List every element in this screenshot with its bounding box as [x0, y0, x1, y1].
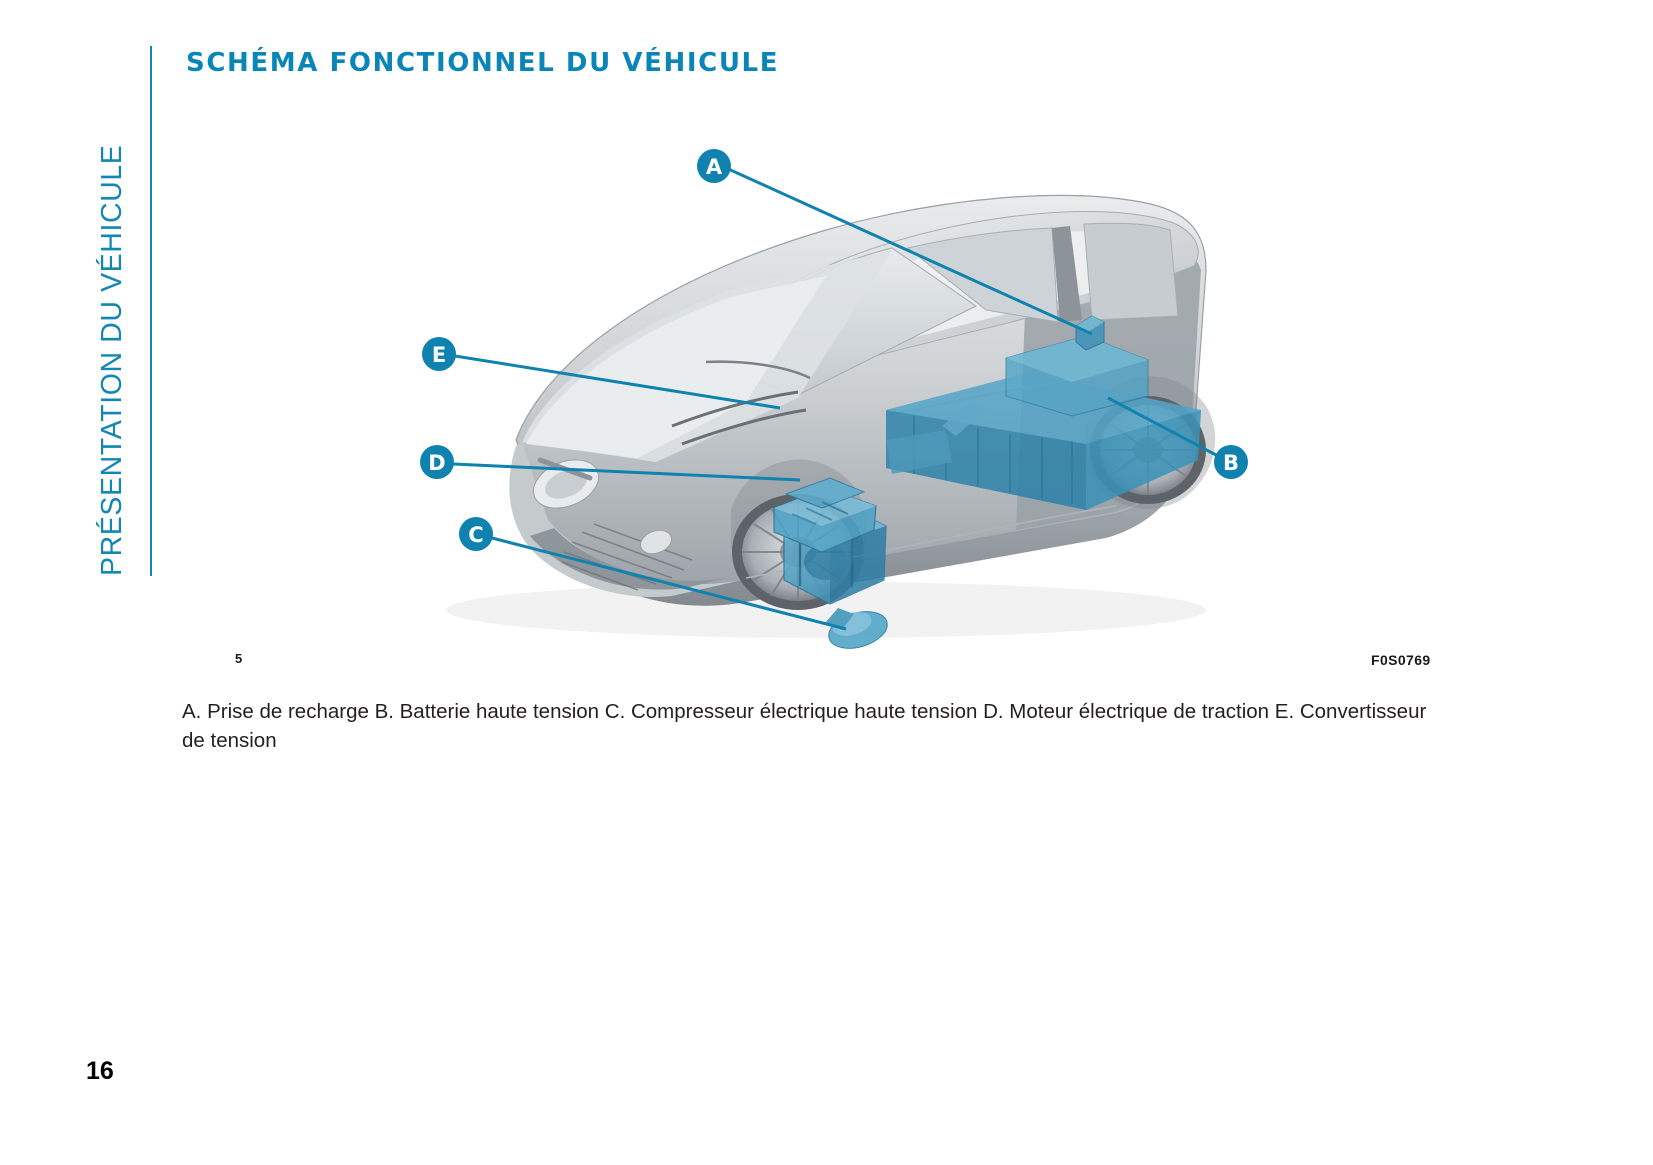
callout-B[interactable]: [1214, 445, 1248, 479]
callout-A-label: A: [705, 155, 723, 179]
figure-legend: A. Prise de recharge B. Batterie haute tension C. Compresseur électrique haute tension D. Moteur électrique de traction E. Convertisseur de tension: [182, 700, 1427, 752]
page-number: 16: [86, 1057, 114, 1085]
callout-D-label: D: [428, 451, 446, 475]
callout-D[interactable]: [420, 445, 454, 479]
callout-E-label: E: [431, 343, 447, 367]
vehicle-diagram: [186, 110, 1556, 670]
figure-code: F0S0769: [1371, 652, 1431, 668]
chapter-tab: [96, 46, 156, 576]
chapter-tab-rule: [150, 46, 152, 576]
callout-A[interactable]: [697, 149, 731, 183]
callout-B-label: B: [1222, 451, 1240, 475]
callout-C-label: C: [468, 523, 484, 547]
chapter-tab-label: PRÉSENTATION DU VÉHICULE: [96, 144, 128, 576]
callout-E[interactable]: [422, 337, 456, 371]
page-title: SCHÉMA FONCTIONNEL DU VÉHICULE: [186, 48, 780, 78]
callout-C[interactable]: [459, 517, 493, 551]
figure-number: 5: [235, 651, 243, 666]
